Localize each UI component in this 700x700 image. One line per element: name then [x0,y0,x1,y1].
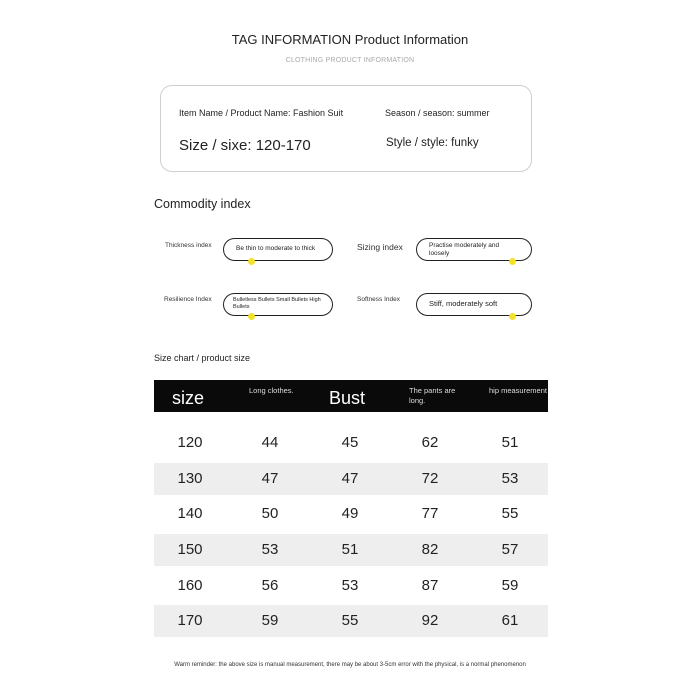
table-cell: 59 [261,612,279,629]
table-cell: 57 [501,541,519,558]
page-subtitle: CLOTHING PRODUCT INFORMATION [285,57,415,64]
table-cell: 77 [421,505,439,522]
resilience-index-pill [223,293,333,316]
table-cell: 44 [261,434,279,451]
page-title: TAG INFORMATION Product Information [231,32,469,47]
thickness-index-pill [223,238,333,261]
table-cell: 120 [177,434,203,451]
table-cell: 47 [261,470,279,487]
table-cell: 49 [341,505,359,522]
style-text: Style / style: funky [386,137,479,149]
table-row [154,570,548,602]
season-text: Season / season: summer [385,108,490,118]
commodity-index-title: Commodity index [154,197,251,211]
table-cell: 55 [501,505,519,522]
sizing-index-pill [416,238,532,261]
table-cell: 130 [177,470,203,487]
header-hip: hip measurement [489,386,547,395]
size-chart-title: Size chart / product size [154,353,251,363]
size-range-text: Size / sixe: 120-170 [179,137,311,154]
table-cell: 92 [421,612,439,629]
table-row [154,498,548,530]
size-table-header [154,380,548,412]
resilience-level-dot [248,313,255,320]
softness-index-value: Stiff, moderately soft [429,299,498,308]
table-cell: 140 [177,505,203,522]
thickness-level-dot [248,258,255,265]
table-row [154,463,548,495]
warm-reminder-footnote: Warm reminder: the above size is manual measurement, there may be about 3-5cm error with the physical, is a normal phenomenon [174,662,526,668]
table-cell: 61 [501,612,519,629]
item-name-text: Item Name / Product Name: Fashion Suit [179,108,344,118]
table-cell: 45 [341,434,359,451]
table-row [154,534,548,566]
table-cell: 87 [421,577,439,594]
sizing-level-dot [509,258,516,265]
sizing-index-value: Practise moderately and loosely [429,242,500,257]
table-cell: 56 [261,577,279,594]
table-cell: 53 [261,541,279,558]
softness-index-label: Softness Index [357,296,400,303]
table-cell: 62 [421,434,439,451]
header-bust: Bust [329,388,366,408]
table-cell: 82 [421,541,439,558]
table-cell: 72 [421,470,439,487]
table-cell: 53 [341,577,359,594]
table-cell: 55 [341,612,359,629]
table-cell: 51 [341,541,359,558]
table-cell: 160 [177,577,203,594]
resilience-index-label: Resilience Index [164,296,212,303]
table-cell: 150 [177,541,203,558]
table-row [154,427,548,459]
table-cell: 59 [501,577,519,594]
resilience-index-value: Bulletless Bullets Small Bullets High Bullets [233,297,321,310]
thickness-index-label: Thickness index [165,242,212,249]
sizing-index-label: Sizing index [357,242,403,252]
softness-level-dot [509,313,516,320]
header-pants-length: The pants are long. [409,386,456,405]
table-cell: 50 [261,505,279,522]
table-row [154,605,548,637]
thickness-index-value: Be thin to moderate to thick [236,245,316,252]
table-cell: 170 [177,612,203,629]
table-cell: 53 [501,470,519,487]
header-long-clothes: Long clothes. [249,386,294,395]
tag-info-box [160,85,532,172]
header-size: size [172,388,205,408]
softness-index-pill [416,293,532,316]
table-cell: 47 [341,470,359,487]
table-cell: 51 [501,434,519,451]
